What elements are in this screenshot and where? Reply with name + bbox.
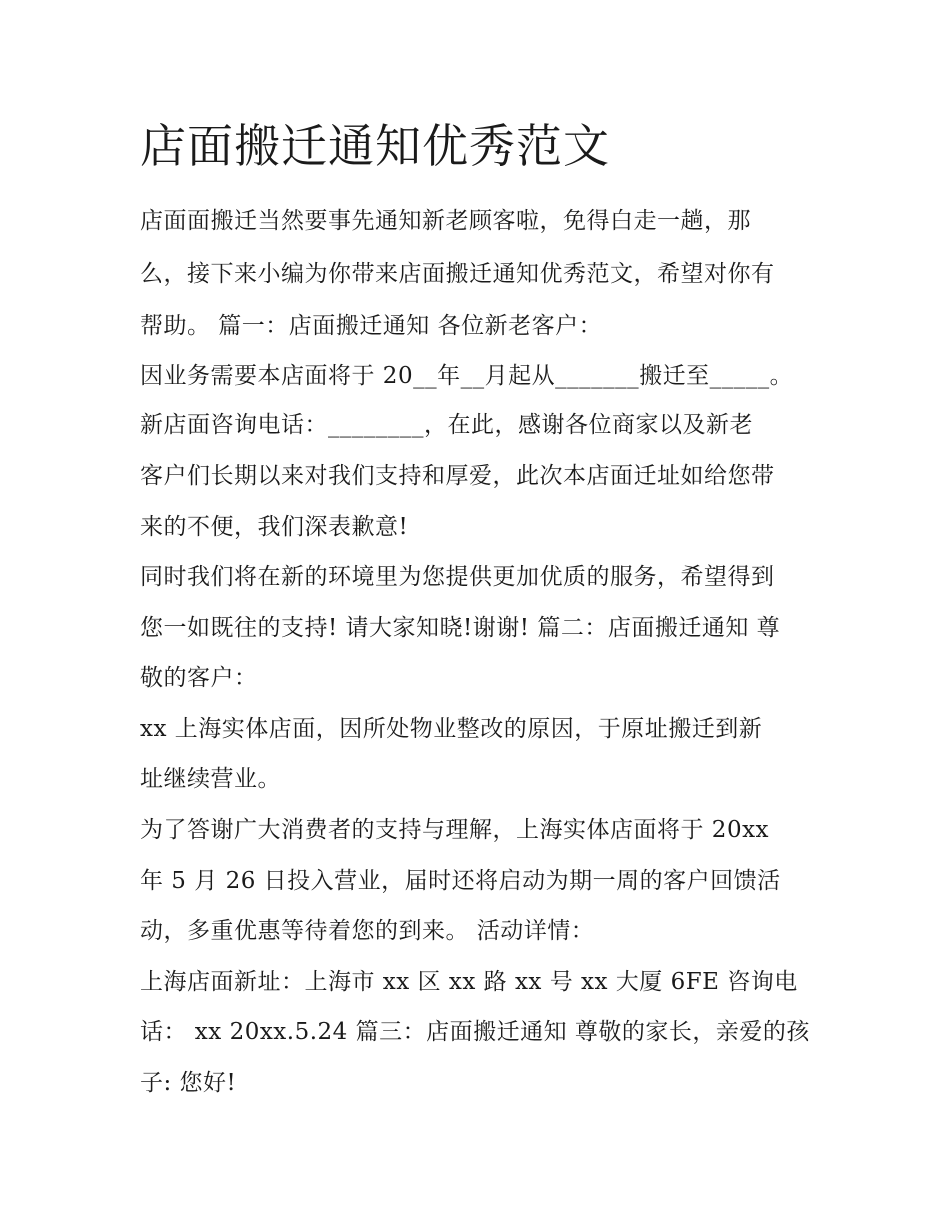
body-line-5: 新店面咨询电话：________，在此，感谢各位商家以及新老 [140,412,753,438]
body-line-11: xx 上海实体店面，因所处物业整改的原因，于原址搬迁到新 [140,716,763,742]
body-line-14: 年 5 月 26 日投入营业，届时还将启动为期一周的客户回馈活 [140,868,781,894]
body-line-6: 客户们长期以来对我们支持和厚爱，此次本店面迁址如给您带 [140,463,775,489]
body-line-12: 址继续营业。 [140,766,281,792]
body-line-7: 来的不便，我们深表歉意! [140,514,409,540]
body-line-17: 话： xx 20xx.5.24 篇三：店面搬迁通知 尊敬的家长，亲爱的孩 [140,1019,810,1045]
body-line-8: 同时我们将在新的环境里为您提供更加优质的服务，希望得到 [140,564,775,590]
body-line-3: 帮助。 篇一：店面搬迁通知 各位新老客户： [140,313,603,339]
body-line-4: 因业务需要本店面将于 20__年__月起从_______搬迁至_____。 [140,363,794,389]
document-title: 店面搬迁通知优秀范文 [140,119,610,173]
body-line-15: 动，多重优惠等待着您的到来。 活动详情： [140,918,595,944]
body-line-2: 么，接下来小编为你带来店面搬迁通知优秀范文，希望对你有 [140,261,775,287]
body-line-18: 子: 您好! [140,1070,237,1096]
body-line-13: 为了答谢广大消费者的支持与理解，上海实体店面将于 20xx [140,817,770,843]
body-line-16: 上海店面新址：上海市 xx 区 xx 路 xx 号 xx 大厦 6FE 咨询电 [140,969,798,995]
body-line-10: 敬的客户： [140,665,258,691]
body-line-9: 您一如既往的支持! 请大家知晓!谢谢! 篇二：店面搬迁通知 尊 [140,615,781,641]
body-line-1: 店面面搬迁当然要事先通知新老顾客啦，免得白走一趟，那 [140,208,751,234]
